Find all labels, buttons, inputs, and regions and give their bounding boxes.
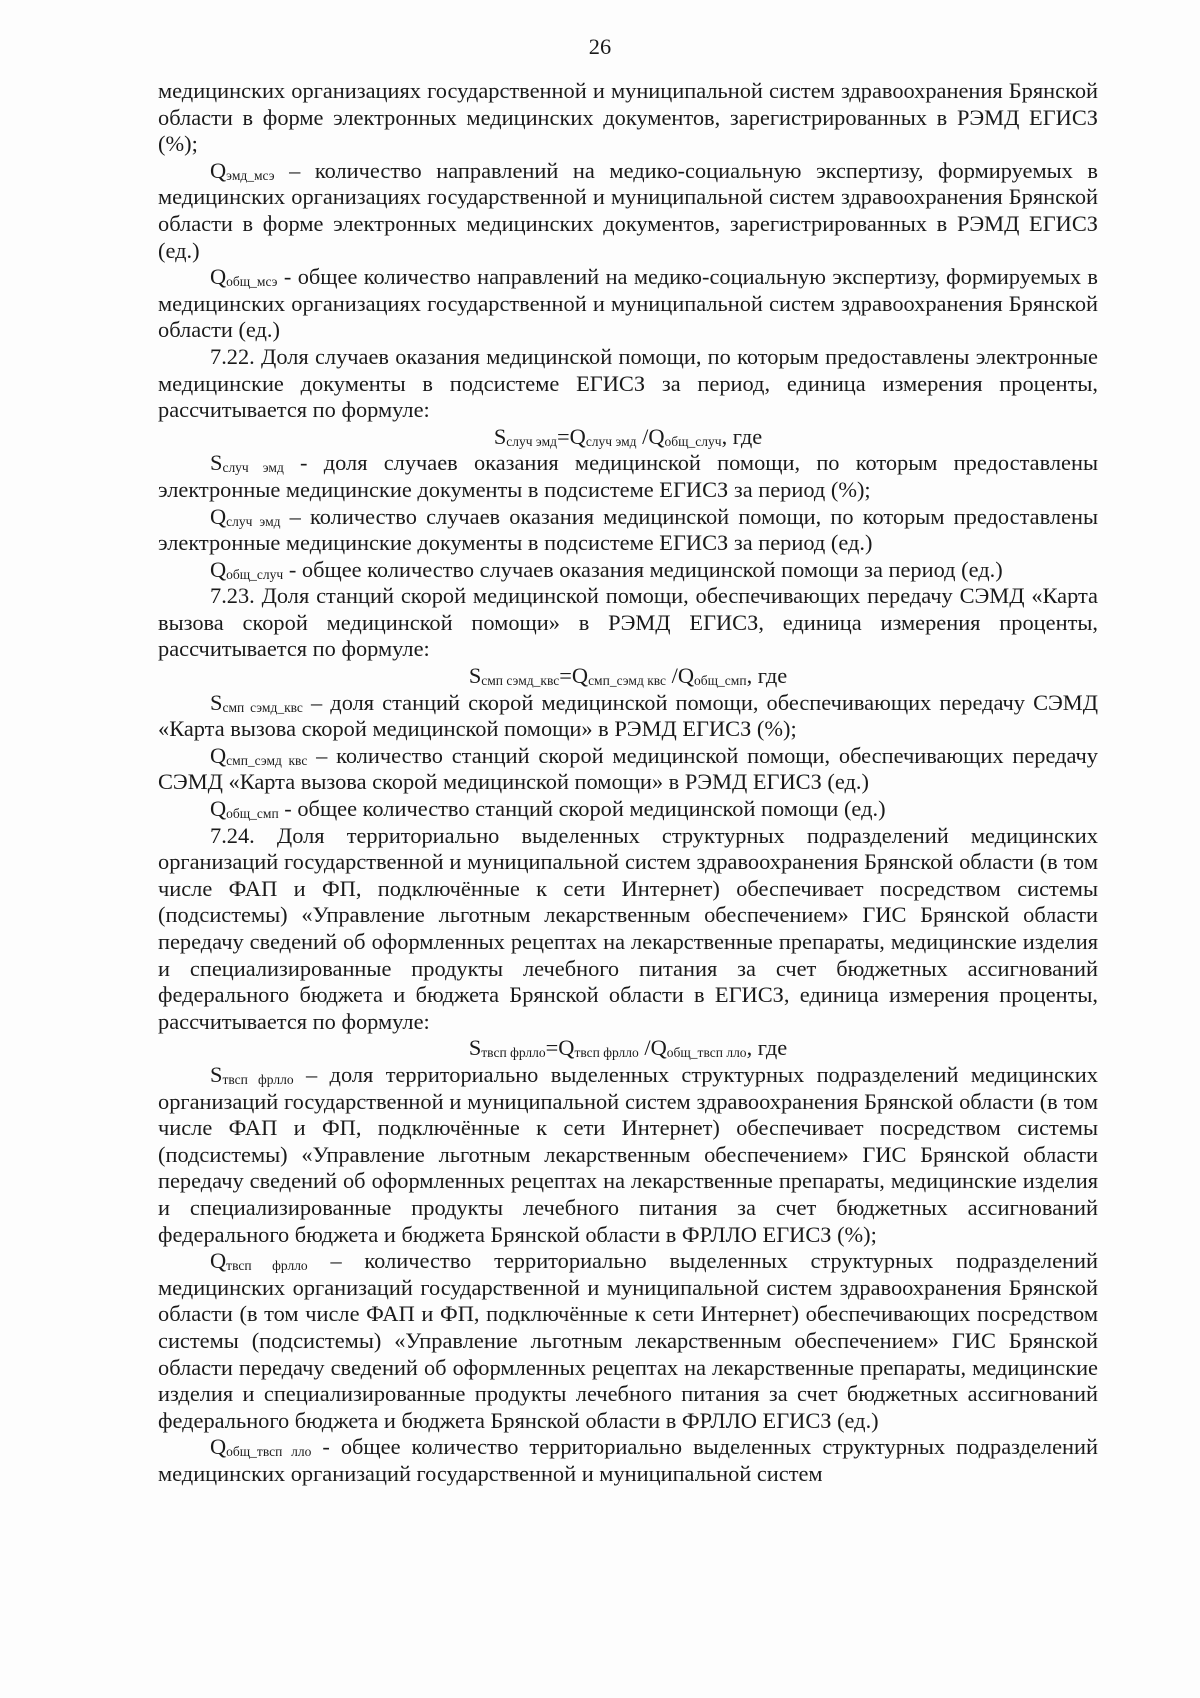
formula-7-23: $S_{смп сэмд\_квс}=Q_{смп\_сэмд квс}$ $/Q_{общ\_смп}$, где <box>468 663 788 689</box>
definition-q-obsch-smp: $Q_{общ\_смп}$ - общее количество станций скорой медицинской помощи (ед.) <box>210 796 886 822</box>
document-body <box>158 78 1098 1487</box>
section-7-24: 7.24. Доля территориально выделенных структурных подразделений медицинских организаций государственной и муниципальной систем здравоохранения Брянской области (в том числе ФАП и ФП, подключённые к сети Интернет) обеспечивает посредством системы (подсистемы) «Управление льготным лекарственным обеспечением» ГИС Брянской области передачу сведений об оформленных рецептах на лекарственные препараты, медицинские изделия и специализированные продукты лечебного питания за счет бюджетных ассигнований федерального бюджета и бюджета Брянской области в ЕГИСЗ, единица измерения проценты, рассчитывается по формуле: <box>158 822 1098 1034</box>
definition-q-sluch-emd: $Q_{случ эмд}$ – количество случаев оказания медицинской помощи, по которым предоставлены электронные медицинские документы в подсистеме ЕГИСЗ за период (ед.) <box>158 503 1098 556</box>
definition-q-tvsp-frllo: $Q_{твсп фрлло}$ – количество территориально выделенных структурных подразделений медицинских организаций государственной и муниципальной систем здравоохранения Брянской области (в том числе ФАП и ФП, подключённые к сети Интернет) обеспечивающих посредством системы (подсистемы) «Управление льготным лекарственным обеспечением» ГИС Брянской области передачу сведений об оформленных рецептах на лекарственные препараты, медицинские изделия и специализированные продукты лечебного питания за счет бюджетных ассигнований федерального бюджета и бюджета Брянской области в ФРЛЛО ЕГИСЗ (ед.) <box>158 1248 1098 1433</box>
formula-7-22: $S_{случ эмд}=Q_{случ эмд}$ $/Q_{общ\_случ}$, где <box>493 423 763 449</box>
section-7-23: 7.23. Доля станций скорой медицинской помощи, обеспечивающих передачу СЭМД «Карта вызова скорой медицинской помощи» в РЭМД ЕГИСЗ, единица измерения проценты, рассчитывается по формуле: <box>158 583 1098 662</box>
definition-q-smp-semd-kvs: $Q_{смп\_сэмд квс}$ – количество станций скорой медицинской помощи, обеспечивающих передачу СЭМД «Карта вызова скорой медицинской помощи» в РЭМД ЕГИСЗ (ед.) <box>158 742 1098 795</box>
definition-q-obsch-tvsp-llo: $Q_{общ\_твсп лло}$ - общее количество территориально выделенных структурных подразделений медицинских организаций государственной и муниципальной систем <box>158 1434 1098 1486</box>
definition-s-sluch-emd: $S_{случ эмд}$ - доля случаев оказания медицинской помощи, по которым предоставлены электронные медицинские документы в подсистеме ЕГИСЗ за период (%); <box>158 450 1098 502</box>
page-number: 26 <box>588 34 612 59</box>
definition-q-emd-mse: $Q_{эмд\_мсэ}$ – количество направлений на медико-социальную экспертизу, формируемых в медицинских организациях государственной и муниципальной систем здравоохранения Брянской области в форме электронных медицинских документов, зарегистрированных в РЭМД ЕГИСЗ (ед.) <box>158 157 1098 263</box>
paragraph-continuation: медицинских организациях государственной и муниципальной систем здравоохранения Брянской области в форме электронных медицинских документов, зарегистрированных в РЭМД ЕГИСЗ (%); <box>158 78 1098 157</box>
section-7-22: 7.22. Доля случаев оказания медицинской помощи, по которым предоставлены электронные медицинские документы в подсистеме ЕГИСЗ за период, единица измерения проценты, рассчитывается по формуле: <box>158 343 1098 423</box>
definition-q-obsch-sluch: $Q_{общ\_случ}$ - общее количество случаев оказания медицинской помощи за период (ед.) <box>210 556 1003 582</box>
definition-q-obsch-mse: $Q_{общ\_мсэ}$ - общее количество направлений на медико-социальную экспертизу, формируемых в медицинских организациях государственной и муниципальной систем здравоохранения Брянской области (ед.) <box>158 264 1098 343</box>
definition-s-tvsp-frllo: $S_{твсп фрлло}$ – доля территориально выделенных структурных подразделений медицинских организаций государственной и муниципальной систем здравоохранения Брянской области (в том числе ФАП и ФП, подключённые к сети Интернет) обеспечивает посредством системы (подсистемы) «Управление льготным лекарственным обеспечением» ГИС Брянской области передачу сведений об оформленных рецептах на лекарственные препараты, медицинские изделия и специализированные продукты лечебного питания за счет бюджетных ассигнований федерального бюджета и бюджета Брянской области в ФРЛЛО ЕГИСЗ (%); <box>158 1061 1098 1247</box>
formula-7-24: $S_{твсп фрлло}=Q_{твсп фрлло}$ $/Q_{общ\_твсп лло}$, где <box>468 1035 788 1061</box>
definition-s-smp-semd-kvs: $S_{смп сэмд\_квс}$ – доля станций скорой медицинской помощи, обеспечивающих передачу СЭМД «Карта вызова скорой медицинской помощи» в РЭМД ЕГИСЗ (%); <box>158 689 1098 742</box>
